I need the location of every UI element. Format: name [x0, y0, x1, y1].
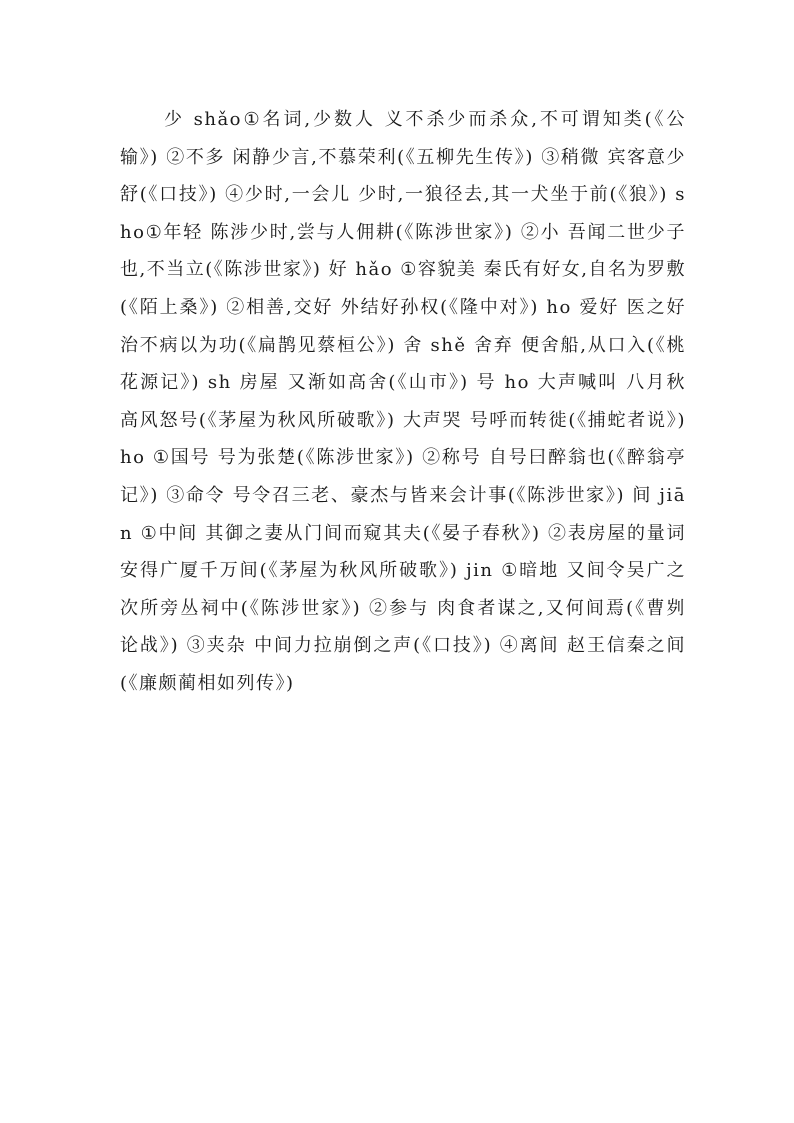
document-body-text: 少 shǎo①名词,少数人 义不杀少而杀众,不可谓知类(《公输》) ②不多 闲静少言,不慕荣利(《五柳先生传》) ③稍微 宾客意少舒(《口技》) ④少时,一会儿 少时,一狼径去,其一犬坐于前(《狼》) sho①年轻 陈涉少时,尝与人佣耕(《陈涉世家》) ②小 吾闻二世少子也,不当立(《陈涉世家》) 好 hǎo ①容貌美 秦氏有好女,自名为罗敷(《陌上桑》) ②相善,交好 外结好孙权(《隆中对》) ho 爱好 医之好治不病以为功(《扁鹊见蔡桓公》) 舍 shě 舍弃 便舍船,从口入(《桃花源记》) sh 房屋 又渐如高舍(《山市》) 号 ho 大声喊叫 八月秋高风怒号(《茅屋为秋风所破歌》) 大声哭 号呼而转徙(《捕蛇者说》) ho ①国号 号为张楚(《陈涉世家》) ②称号 自号曰醉翁也(《醉翁亭记》) ③命令 号令召三老、豪杰与皆来会计事(《陈涉世家》) 间 jiān ①中间 其御之妻从门间而窥其夫(《晏子春秋》) ②表房屋的量词 安得广厦千万间(《茅屋为秋风所破歌》) jin ①暗地 又间令吴广之次所旁丛祠中(《陈涉世家》) ②参与 肉食者谋之,又何间焉(《曹刿论战》) ③夹杂 中间力拉崩倒之声(《口技》) ④离间 赵王信秦之间(《廉颇蔺相如列传》) [120, 109, 686, 694]
